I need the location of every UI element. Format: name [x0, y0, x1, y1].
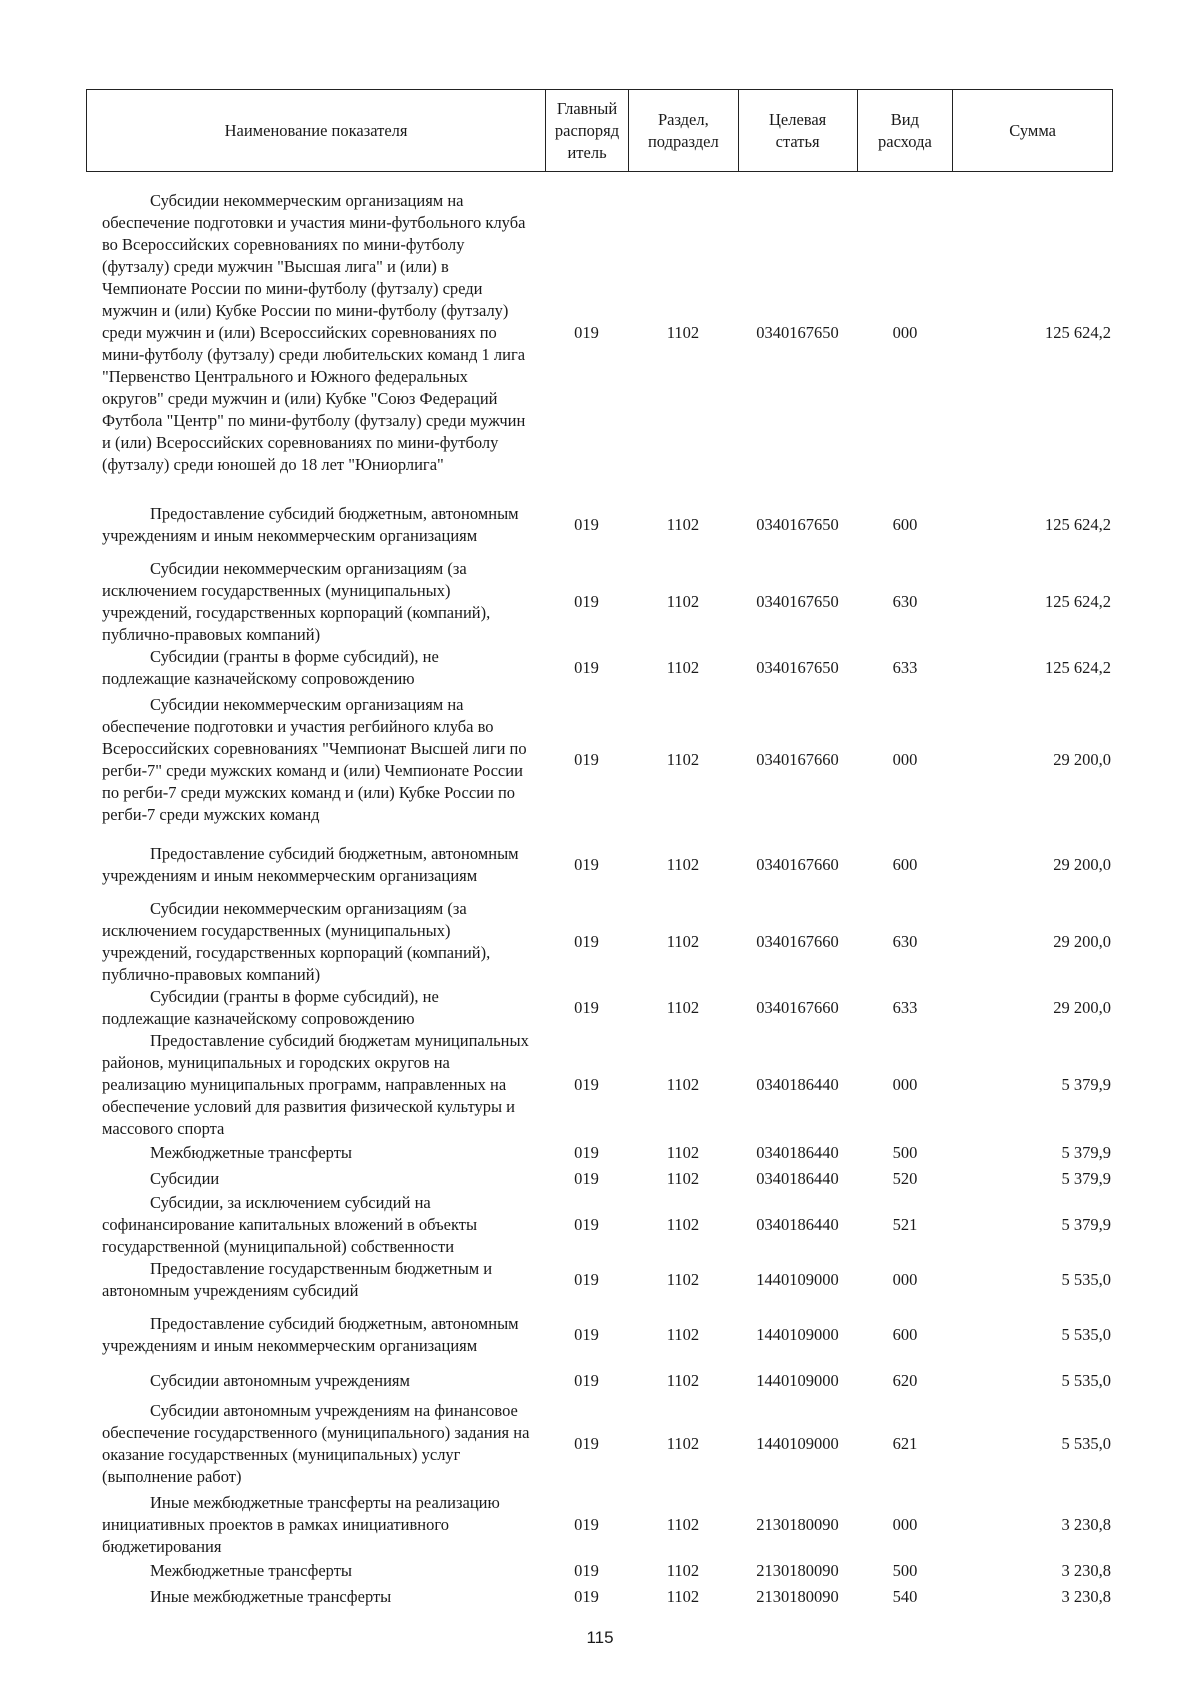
- row-name: Межбюджетные трансферты: [150, 1143, 353, 1162]
- row-razdel: 1102: [666, 1075, 700, 1094]
- row-vr: 000: [892, 750, 918, 769]
- row-grbs: 019: [574, 855, 599, 874]
- row-cs: 0340167650: [756, 658, 839, 677]
- row-vr: 633: [892, 658, 918, 677]
- row-cs: 1440109000: [756, 1371, 839, 1390]
- row-vr: 630: [892, 932, 918, 951]
- row-sum: 5 379,9: [1061, 1143, 1111, 1162]
- row-grbs: 019: [574, 1215, 599, 1234]
- table-row: [86, 492, 1113, 558]
- table-header: [86, 89, 1113, 172]
- row-grbs: 019: [574, 592, 599, 611]
- header-sum: Сумма: [952, 90, 1112, 171]
- row-cs: 2130180090: [756, 1587, 839, 1606]
- row-grbs: 019: [574, 1561, 599, 1580]
- table-row: [86, 1030, 1113, 1140]
- row-sum: 3 230,8: [1061, 1587, 1111, 1606]
- row-sum: 29 200,0: [1053, 855, 1111, 874]
- table-row: [86, 898, 1113, 986]
- row-sum: 29 200,0: [1053, 998, 1111, 1017]
- row-grbs: 019: [574, 1325, 599, 1344]
- row-grbs: 019: [574, 658, 599, 677]
- table-row: [86, 1258, 1113, 1302]
- row-grbs: 019: [574, 998, 599, 1017]
- table-row: [86, 1192, 1113, 1258]
- row-razdel: 1102: [666, 750, 700, 769]
- row-vr: 600: [892, 1325, 918, 1344]
- row-name: Предоставление субсидий бюджетным, автономным учреждениям и иным некоммерческим организациям: [102, 844, 519, 885]
- table-row: [86, 1166, 1113, 1192]
- row-razdel: 1102: [666, 322, 700, 342]
- row-sum: 3 230,8: [1061, 1561, 1111, 1580]
- row-razdel: 1102: [666, 932, 700, 951]
- row-cs: 0340186440: [756, 1143, 839, 1162]
- row-grbs: 019: [574, 1270, 599, 1289]
- row-razdel: 1102: [666, 1515, 700, 1534]
- row-name: Субсидии автономным учреждениям: [150, 1371, 410, 1390]
- row-name: Субсидии некоммерческим организациям на обеспечение подготовки и участия регбийного клуба во Всероссийских соревнованиях "Чемпионат Высшей лиги по регби-7" среди мужских команд и (или) Чемпионате России по регби-7 среди мужских команд и (или) Кубке России по регби-7 среди мужских команд: [102, 695, 527, 824]
- row-vr: 000: [892, 1075, 918, 1094]
- row-vr: 000: [892, 1270, 918, 1289]
- header-cs: Целевая статья: [738, 90, 857, 171]
- row-cs: 0340167650: [756, 322, 839, 342]
- row-vr: 600: [892, 515, 918, 534]
- row-sum: 5 379,9: [1061, 1215, 1111, 1234]
- table-row: [86, 190, 1113, 475]
- row-name: Субсидии: [150, 1169, 220, 1188]
- row-sum: 5 535,0: [1061, 1434, 1111, 1453]
- row-grbs: 019: [574, 322, 599, 342]
- row-cs: 0340186440: [756, 1169, 839, 1188]
- row-cs: 1440109000: [756, 1325, 839, 1344]
- row-vr: 000: [892, 322, 918, 342]
- row-grbs: 019: [574, 1075, 599, 1094]
- row-razdel: 1102: [666, 1215, 700, 1234]
- table-row: [86, 1400, 1113, 1488]
- table-row: [86, 832, 1113, 898]
- row-razdel: 1102: [666, 1143, 700, 1162]
- row-cs: 0340186440: [756, 1075, 839, 1094]
- row-sum: 125 624,2: [1045, 592, 1111, 611]
- row-razdel: 1102: [666, 658, 700, 677]
- row-name: Предоставление субсидий бюджетным, автономным учреждениям и иным некоммерческим организациям: [102, 504, 519, 545]
- row-grbs: 019: [574, 1143, 599, 1162]
- row-vr: 521: [892, 1215, 918, 1234]
- table-row: [86, 558, 1113, 646]
- row-grbs: 019: [574, 1169, 599, 1188]
- header-razdel: Раздел, подраздел: [628, 90, 738, 171]
- header-grbs: Главный распоряд итель: [545, 90, 628, 171]
- table-row: [86, 1558, 1113, 1584]
- header-vr: Вид расхода: [857, 90, 953, 171]
- row-vr: 540: [892, 1587, 918, 1606]
- table-row: [86, 986, 1113, 1030]
- row-grbs: 019: [574, 932, 599, 951]
- row-grbs: 019: [574, 1515, 599, 1534]
- table-row: [86, 1368, 1113, 1394]
- row-sum: 125 624,2: [1045, 658, 1111, 677]
- row-cs: 0340167660: [756, 998, 839, 1017]
- header-name: Наименование показателя: [224, 120, 408, 140]
- row-sum: 5 535,0: [1061, 1270, 1111, 1289]
- row-name: Предоставление государственным бюджетным и автономным учреждениям субсидий: [102, 1259, 493, 1300]
- row-razdel: 1102: [666, 998, 700, 1017]
- row-name: Субсидии автономным учреждениям на финансовое обеспечение государственного (муниципального) задания на оказание государственных (муниципальных) услуг (выполнение работ): [102, 1401, 530, 1486]
- table-row: [86, 646, 1113, 690]
- row-cs: 2130180090: [756, 1561, 839, 1580]
- row-name: Субсидии, за исключением субсидий на софинансирование капитальных вложений в объекты государственной (муниципальной) собственности: [102, 1193, 478, 1256]
- row-cs: 1440109000: [756, 1434, 839, 1453]
- row-cs: 1440109000: [756, 1270, 839, 1289]
- row-grbs: 019: [574, 515, 599, 534]
- row-sum: 5 379,9: [1061, 1075, 1111, 1094]
- row-grbs: 019: [574, 1371, 599, 1390]
- table-row: [86, 694, 1113, 826]
- row-razdel: 1102: [666, 515, 700, 534]
- row-sum: 29 200,0: [1053, 932, 1111, 951]
- row-name: Субсидии (гранты в форме субсидий), не подлежащие казначейскому сопровождению: [102, 647, 439, 688]
- row-cs: 0340167650: [756, 592, 839, 611]
- row-vr: 630: [892, 592, 918, 611]
- row-cs: 0340167660: [756, 932, 839, 951]
- row-name: Субсидии (гранты в форме субсидий), не подлежащие казначейскому сопровождению: [102, 987, 439, 1028]
- row-razdel: 1102: [666, 1371, 700, 1390]
- row-vr: 500: [892, 1561, 918, 1580]
- row-name: Межбюджетные трансферты: [150, 1561, 353, 1580]
- table-row: [86, 1584, 1113, 1610]
- row-razdel: 1102: [666, 592, 700, 611]
- row-name: Субсидии некоммерческим организациям (за исключением государственных (муниципальных) учреждений, государственных корпораций (компаний), публично-правовых компаний): [102, 899, 491, 984]
- row-name: Предоставление субсидий бюджетам муниципальных районов, муниципальных и городских округов на реализацию муниципальных программ, направленных на обеспечение условий для развития физической культуры и массового спорта: [102, 1031, 529, 1138]
- table-row: [86, 1302, 1113, 1368]
- row-vr: 600: [892, 855, 918, 874]
- row-sum: 125 624,2: [1045, 515, 1111, 534]
- row-name: Предоставление субсидий бюджетным, автономным учреждениям и иным некоммерческим организациям: [102, 1314, 519, 1355]
- row-sum: 5 535,0: [1061, 1325, 1111, 1344]
- row-name: Субсидии некоммерческим организациям (за исключением государственных (муниципальных) учреждений, государственных корпораций (компаний), публично-правовых компаний): [102, 559, 491, 644]
- row-razdel: 1102: [666, 1169, 700, 1188]
- row-vr: 621: [892, 1434, 918, 1453]
- row-cs: 0340186440: [756, 1215, 839, 1234]
- page-number: 115: [586, 1628, 614, 1647]
- row-sum: 3 230,8: [1061, 1515, 1111, 1534]
- row-cs: 0340167660: [756, 750, 839, 769]
- row-sum: 29 200,0: [1053, 750, 1111, 769]
- row-grbs: 019: [574, 1434, 599, 1453]
- row-razdel: 1102: [666, 1325, 700, 1344]
- row-razdel: 1102: [666, 1270, 700, 1289]
- row-name: Иные межбюджетные трансферты на реализацию инициативных проектов в рамках инициативного бюджетирования: [102, 1493, 500, 1556]
- row-razdel: 1102: [666, 1561, 700, 1580]
- row-name: Иные межбюджетные трансферты: [150, 1587, 392, 1606]
- row-sum: 125 624,2: [1045, 322, 1111, 342]
- row-cs: 2130180090: [756, 1515, 839, 1534]
- row-razdel: 1102: [666, 1434, 700, 1453]
- row-cs: 0340167660: [756, 855, 839, 874]
- row-sum: 5 535,0: [1061, 1371, 1111, 1390]
- row-vr: 520: [892, 1169, 918, 1188]
- row-razdel: 1102: [666, 855, 700, 874]
- row-vr: 500: [892, 1143, 918, 1162]
- row-vr: 620: [892, 1371, 918, 1390]
- table-row: [86, 1492, 1113, 1558]
- table-row: [86, 1140, 1113, 1166]
- row-sum: 5 379,9: [1061, 1169, 1111, 1188]
- row-cs: 0340167650: [756, 515, 839, 534]
- row-grbs: 019: [574, 750, 599, 769]
- row-name: Субсидии некоммерческим организациям на обеспечение подготовки и участия мини-футбольного клуба во Всероссийских соревнованиях по мини-футболу (футзалу) среди мужчин "Высшая лига" и (или) в Чемпионате России по мини-футболу (футзалу) среди мужчин и (или) Кубке России по мини-футболу (футзалу) среди мужчин и (или) Всероссийских соревнованиях по мини-футболу (футзалу) среди любительских команд 1 лига "Первенство Центрального и Южного федеральных округов" среди мужчин и (или) Кубке "Союз Федераций Футбола "Центр" по мини-футболу (футзалу) среди мужчин и (или) Всероссийских соревнованиях по мини-футболу (футзалу) среди юношей до 18 лет "Юниорлига": [102, 190, 526, 474]
- row-vr: 633: [892, 998, 918, 1017]
- row-razdel: 1102: [666, 1587, 700, 1606]
- row-vr: 000: [892, 1515, 918, 1534]
- row-grbs: 019: [574, 1587, 599, 1606]
